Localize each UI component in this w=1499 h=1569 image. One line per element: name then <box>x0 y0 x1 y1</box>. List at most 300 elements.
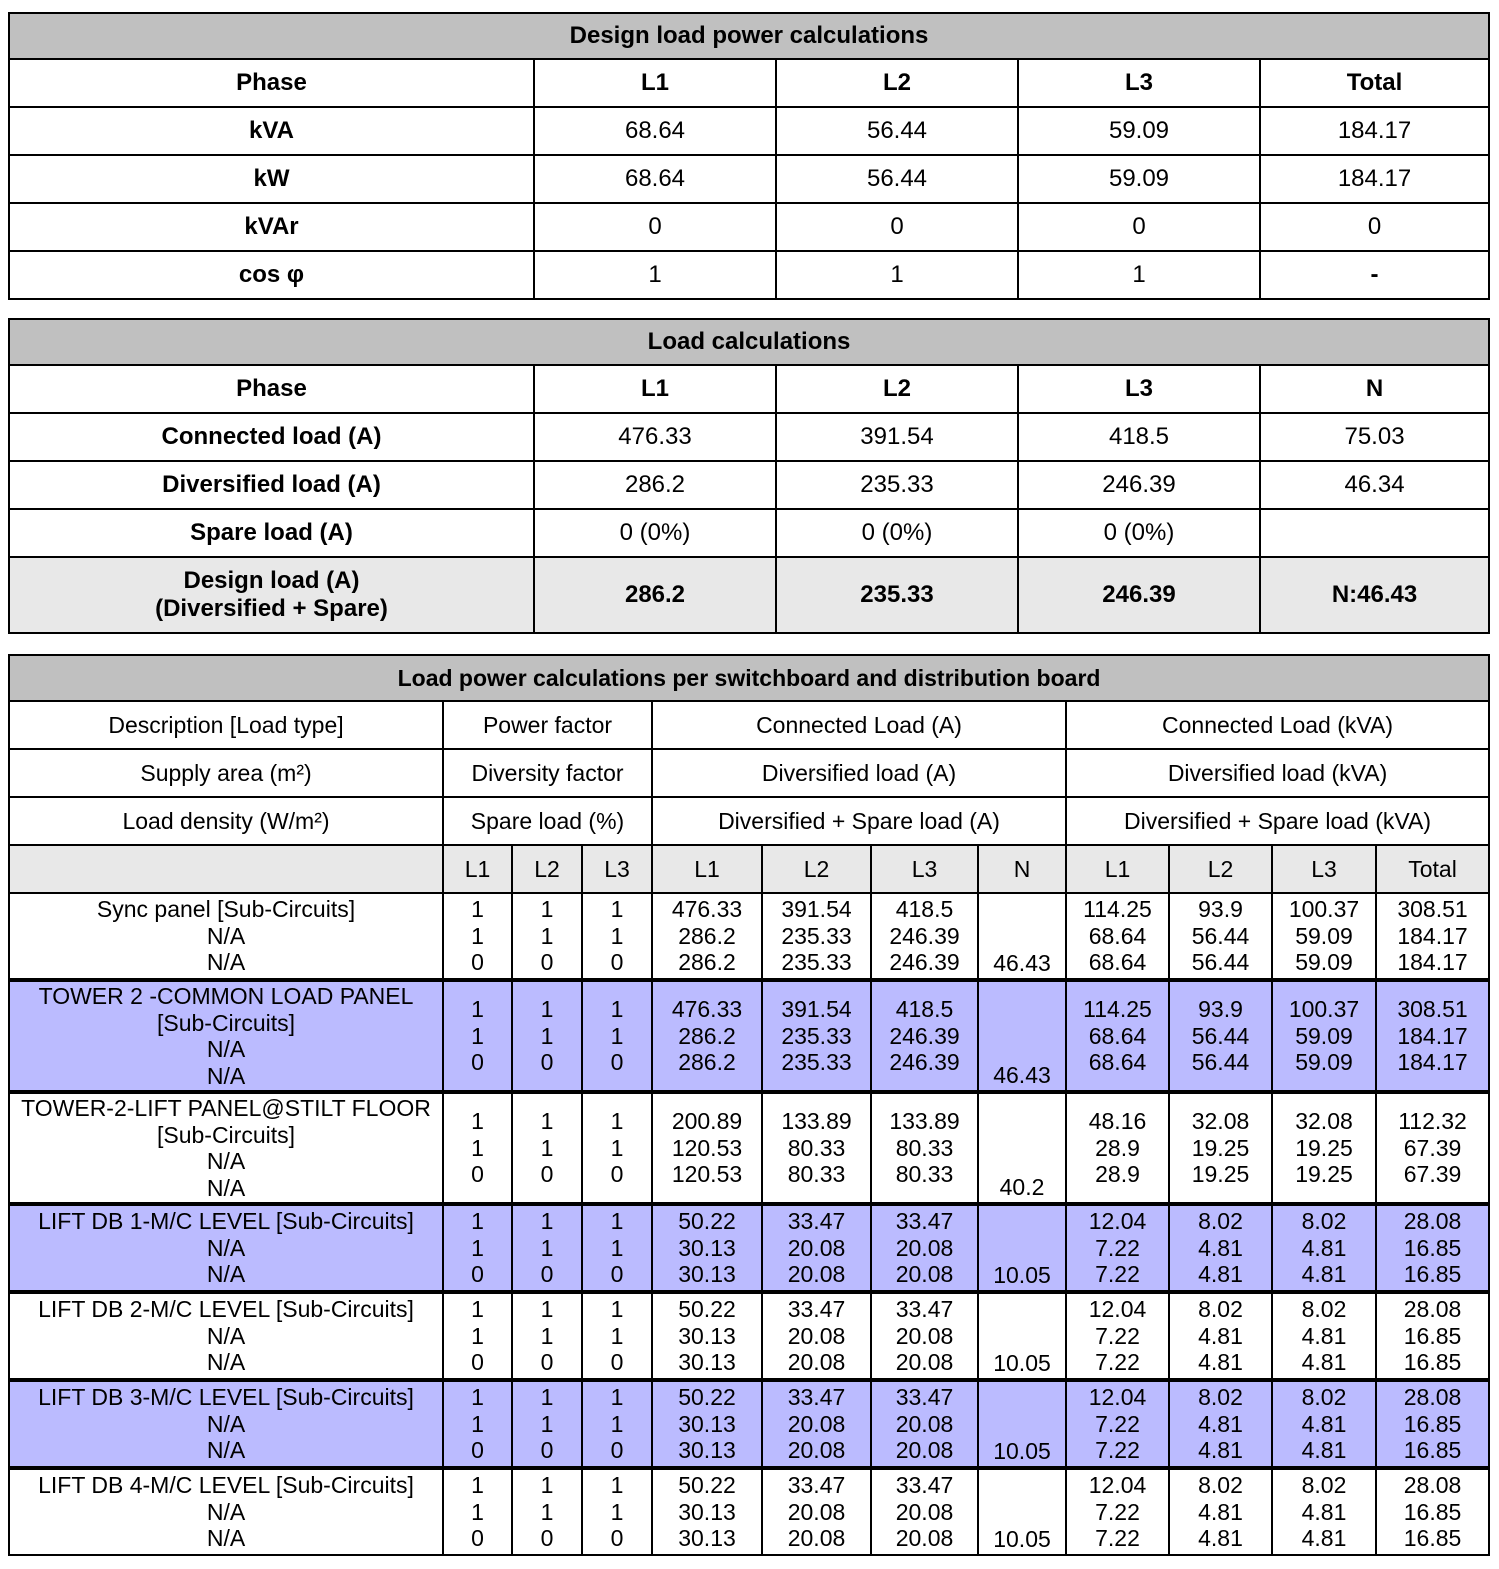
factor-value: 1 <box>471 896 484 923</box>
factor-value: 0 <box>610 1049 624 1076</box>
value-cell: 0 (0%) <box>534 509 776 557</box>
factor-cell <box>582 1468 652 1555</box>
design-power-header: L2 <box>776 59 1018 107</box>
board-desc-line: N/A <box>206 1498 246 1525</box>
phase-header-cell: L3 <box>582 845 652 893</box>
board-desc-line: TOWER-2-LIFT PANEL@STILT FLOOR [Sub-Circuits] <box>21 1095 431 1148</box>
board-desc-line: N/A <box>206 1174 246 1201</box>
amps-cell <box>652 893 762 980</box>
amps-value: 133.89 <box>889 1108 960 1135</box>
sub-header-cell: Diversified + Spare load (kVA) <box>1066 797 1489 845</box>
kva-value: 7.22 <box>1095 1234 1140 1261</box>
kva-value: 308.51 <box>1397 996 1468 1023</box>
kva-value: 7.22 <box>1095 1437 1140 1464</box>
kva-cell <box>1066 1092 1169 1204</box>
factor-value: 0 <box>540 1349 554 1376</box>
kva-cell <box>1376 980 1489 1092</box>
board-desc-line: N/A <box>206 922 246 949</box>
kva-value: 8.02 <box>1198 1208 1243 1235</box>
load-calc-header: L1 <box>534 365 776 413</box>
amps-value: 50.22 <box>678 1208 736 1235</box>
factor-cell <box>443 1204 512 1292</box>
amps-cell <box>652 1204 762 1292</box>
table-row <box>9 251 1489 299</box>
row-label: cos φ <box>9 251 534 299</box>
amps-value: 246.39 <box>889 949 960 976</box>
amps-value: 20.08 <box>895 1261 954 1288</box>
value-cell: 0 <box>1260 203 1489 251</box>
kva-value: 4.81 <box>1198 1498 1243 1525</box>
value-cell: 246.39 <box>1018 461 1260 509</box>
sub-header-cell: Diversified + Spare load (A) <box>652 797 1066 845</box>
amps-value: 20.08 <box>895 1437 954 1464</box>
amps-cell <box>652 1380 762 1468</box>
value-cell: 235.33 <box>776 461 1018 509</box>
factor-value: 0 <box>471 1261 484 1288</box>
kva-value: 4.81 <box>1301 1525 1347 1552</box>
board-desc-line: LIFT DB 2-M/C LEVEL [Sub-Circuits] <box>38 1296 414 1323</box>
amps-value: 30.13 <box>678 1498 736 1525</box>
factor-value: 1 <box>471 1410 484 1437</box>
board-desc-line: N/A <box>206 1322 246 1349</box>
factor-cell <box>443 1468 512 1555</box>
factor-value: 1 <box>610 1472 624 1499</box>
neutral-cell: 10.05 <box>978 1380 1066 1468</box>
kva-value: 4.81 <box>1301 1234 1347 1261</box>
kva-value: 8.02 <box>1301 1384 1347 1411</box>
amps-value: 33.47 <box>787 1384 846 1411</box>
value-cell: - <box>1260 251 1489 299</box>
kva-value: 4.81 <box>1198 1525 1243 1552</box>
factor-value: 1 <box>610 922 624 949</box>
sub-header-cell: Spare load (%) <box>443 797 652 845</box>
board-row <box>9 980 1489 1092</box>
amps-value: 20.08 <box>787 1349 846 1376</box>
factor-value: 1 <box>540 1022 554 1049</box>
kva-value: 7.22 <box>1095 1498 1140 1525</box>
amps-value: 391.54 <box>781 996 852 1023</box>
kva-cell <box>1169 1204 1272 1292</box>
kva-value: 12.04 <box>1088 1208 1147 1235</box>
factor-value: 1 <box>471 1108 484 1135</box>
board-desc-line: N/A <box>206 1261 246 1288</box>
value-cell: 0 (0%) <box>1018 509 1260 557</box>
amps-value: 50.22 <box>678 1472 736 1499</box>
board-desc-line: LIFT DB 4-M/C LEVEL [Sub-Circuits] <box>38 1472 414 1499</box>
value-cell: 68.64 <box>534 107 776 155</box>
factor-value: 0 <box>610 1349 624 1376</box>
factor-value: 0 <box>540 1049 554 1076</box>
factor-value: 0 <box>540 1161 554 1188</box>
design-load-value: N:46.43 <box>1260 557 1489 633</box>
value-cell: 184.17 <box>1260 155 1489 203</box>
amps-cell <box>871 1380 978 1468</box>
kva-value: 4.81 <box>1301 1410 1347 1437</box>
kva-value: 7.22 <box>1095 1322 1140 1349</box>
value-cell: 68.64 <box>534 155 776 203</box>
factor-cell <box>512 1292 582 1380</box>
kva-value: 184.17 <box>1397 949 1468 976</box>
value-cell: 0 (0%) <box>776 509 1018 557</box>
board-desc-line: LIFT DB 3-M/C LEVEL [Sub-Circuits] <box>38 1384 414 1411</box>
row-label: kW <box>9 155 534 203</box>
value-cell: 1 <box>1018 251 1260 299</box>
amps-value: 391.54 <box>781 896 852 923</box>
kva-value: 59.09 <box>1295 1049 1353 1076</box>
kva-value: 16.85 <box>1403 1261 1462 1288</box>
factor-cell <box>443 1292 512 1380</box>
factor-cell <box>443 1380 512 1468</box>
factor-cell <box>512 1092 582 1204</box>
kva-cell <box>1376 893 1489 980</box>
amps-cell <box>871 1292 978 1380</box>
factor-value: 1 <box>471 1322 484 1349</box>
factor-cell <box>582 980 652 1092</box>
factor-value: 1 <box>471 1022 484 1049</box>
phase-header-cell: L3 <box>871 845 978 893</box>
sub-header-cell: Connected Load (kVA) <box>1066 701 1489 749</box>
amps-value: 476.33 <box>671 896 743 923</box>
factor-value: 1 <box>540 1108 554 1135</box>
sub-header-row <box>9 701 1489 749</box>
value-cell: 184.17 <box>1260 107 1489 155</box>
design-load-label <box>9 557 534 633</box>
value-cell: 0 <box>534 203 776 251</box>
table-row <box>9 509 1489 557</box>
amps-value: 20.08 <box>895 1525 954 1552</box>
kva-cell <box>1066 1204 1169 1292</box>
kva-cell <box>1272 1204 1376 1292</box>
amps-value: 20.08 <box>787 1498 846 1525</box>
kva-value: 308.51 <box>1397 896 1468 923</box>
kva-value: 114.25 <box>1083 896 1152 923</box>
amps-value: 120.53 <box>671 1134 743 1161</box>
sub-header-cell: Connected Load (A) <box>652 701 1066 749</box>
factor-value: 1 <box>540 1322 554 1349</box>
row-label: Spare load (A) <box>9 509 534 557</box>
kva-value: 56.44 <box>1191 922 1250 949</box>
amps-value: 80.33 <box>895 1134 954 1161</box>
amps-value: 33.47 <box>787 1472 846 1499</box>
factor-value: 1 <box>610 996 624 1023</box>
board-description <box>9 1092 443 1204</box>
amps-cell <box>762 893 871 980</box>
kva-value: 19.25 <box>1191 1134 1250 1161</box>
kva-value: 4.81 <box>1198 1234 1243 1261</box>
amps-value: 30.13 <box>678 1322 736 1349</box>
amps-value: 20.08 <box>787 1322 846 1349</box>
sub-header-cell: Power factor <box>443 701 652 749</box>
amps-value: 30.13 <box>678 1234 736 1261</box>
kva-value: 32.08 <box>1295 1108 1353 1135</box>
amps-value: 120.53 <box>671 1161 743 1188</box>
amps-value: 30.13 <box>678 1349 736 1376</box>
board-desc-line: N/A <box>206 1234 246 1261</box>
factor-cell <box>512 1204 582 1292</box>
kva-cell <box>1066 1468 1169 1555</box>
factor-cell <box>443 980 512 1092</box>
kva-value: 8.02 <box>1301 1296 1347 1323</box>
amps-value: 20.08 <box>895 1349 954 1376</box>
amps-value: 80.33 <box>787 1134 846 1161</box>
factor-value: 1 <box>540 1498 554 1525</box>
board-row <box>9 893 1489 980</box>
value-cell: 56.44 <box>776 107 1018 155</box>
value-cell: 0 <box>776 203 1018 251</box>
factor-value: 1 <box>471 1296 484 1323</box>
amps-cell <box>871 1092 978 1204</box>
amps-value: 235.33 <box>781 1049 852 1076</box>
amps-value: 133.89 <box>781 1108 852 1135</box>
kva-value: 100.37 <box>1288 896 1360 923</box>
kva-value: 4.81 <box>1198 1322 1243 1349</box>
kva-value: 67.39 <box>1403 1134 1462 1161</box>
factor-value: 0 <box>471 1437 484 1464</box>
design-power-header: Phase <box>9 59 534 107</box>
factor-cell <box>512 1468 582 1555</box>
kva-value: 4.81 <box>1198 1410 1243 1437</box>
sub-header-cell: Diversified load (kVA) <box>1066 749 1489 797</box>
design-power-header: L1 <box>534 59 776 107</box>
factor-value: 1 <box>540 1134 554 1161</box>
table-row <box>9 155 1489 203</box>
amps-value: 20.08 <box>787 1261 846 1288</box>
table-row <box>9 413 1489 461</box>
factor-value: 1 <box>540 896 554 923</box>
value-cell: 59.09 <box>1018 155 1260 203</box>
kva-value: 4.81 <box>1198 1261 1243 1288</box>
kva-value: 32.08 <box>1191 1108 1250 1135</box>
factor-cell <box>582 1092 652 1204</box>
kva-value: 4.81 <box>1301 1437 1347 1464</box>
factor-value: 1 <box>610 1134 624 1161</box>
factor-value: 1 <box>540 1384 554 1411</box>
kva-cell <box>1169 1092 1272 1204</box>
board-desc-line: N/A <box>206 1410 246 1437</box>
factor-cell <box>582 893 652 980</box>
value-cell: 418.5 <box>1018 413 1260 461</box>
amps-cell <box>762 1292 871 1380</box>
board-desc-line: LIFT DB 1-M/C LEVEL [Sub-Circuits] <box>38 1208 414 1235</box>
neutral-cell: 40.2 <box>978 1092 1066 1204</box>
kva-cell <box>1169 1292 1272 1380</box>
kva-value: 4.81 <box>1198 1349 1243 1376</box>
phase-header-cell <box>9 845 443 893</box>
row-label: Diversified load (A) <box>9 461 534 509</box>
design-power-header: L3 <box>1018 59 1260 107</box>
factor-value: 1 <box>471 1498 484 1525</box>
sub-header-cell: Diversity factor <box>443 749 652 797</box>
factor-value: 1 <box>540 1296 554 1323</box>
amps-value: 246.39 <box>889 1049 960 1076</box>
factor-value: 1 <box>610 896 624 923</box>
amps-cell <box>871 980 978 1092</box>
amps-value: 33.47 <box>895 1384 954 1411</box>
amps-value: 246.39 <box>889 1022 960 1049</box>
design-load-label-line1: Design load (A) <box>183 567 360 594</box>
row-label: kVA <box>9 107 534 155</box>
board-description <box>9 980 443 1092</box>
factor-value: 1 <box>540 996 554 1023</box>
kva-value: 114.25 <box>1083 996 1152 1023</box>
kva-value: 28.08 <box>1403 1384 1462 1411</box>
kva-value: 184.17 <box>1397 1049 1468 1076</box>
factor-value: 0 <box>610 1261 624 1288</box>
phase-header-cell: L1 <box>652 845 762 893</box>
factor-value: 0 <box>471 949 484 976</box>
factor-value: 1 <box>540 1472 554 1499</box>
kva-value: 48.16 <box>1088 1108 1147 1135</box>
board-row <box>9 1292 1489 1380</box>
kva-value: 8.02 <box>1198 1296 1243 1323</box>
amps-cell <box>871 1468 978 1555</box>
phase-header-cell: N <box>978 845 1066 893</box>
sub-header-row <box>9 749 1489 797</box>
factor-value: 1 <box>540 922 554 949</box>
kva-value: 7.22 <box>1095 1349 1140 1376</box>
sub-header-cell: Diversified load (A) <box>652 749 1066 797</box>
kva-value: 59.09 <box>1295 1022 1353 1049</box>
kva-value: 8.02 <box>1198 1384 1243 1411</box>
design-load-value: 235.33 <box>776 557 1018 633</box>
load-calc-header: L3 <box>1018 365 1260 413</box>
amps-value: 418.5 <box>895 896 954 923</box>
factor-value: 1 <box>610 1234 624 1261</box>
factor-value: 1 <box>471 1384 484 1411</box>
kva-cell <box>1272 1292 1376 1380</box>
factor-value: 1 <box>471 1234 484 1261</box>
amps-value: 235.33 <box>781 922 852 949</box>
board-load-table <box>8 654 1490 1556</box>
kva-value: 16.85 <box>1403 1349 1462 1376</box>
kva-value: 16.85 <box>1403 1437 1462 1464</box>
kva-value: 4.81 <box>1301 1322 1347 1349</box>
amps-value: 20.08 <box>787 1410 846 1437</box>
amps-value: 286.2 <box>678 1022 736 1049</box>
phase-header-cell: L3 <box>1272 845 1376 893</box>
factor-value: 0 <box>540 1261 554 1288</box>
board-description <box>9 893 443 980</box>
amps-value: 30.13 <box>678 1525 736 1552</box>
kva-cell <box>1066 1292 1169 1380</box>
kva-value: 68.64 <box>1088 949 1147 976</box>
kva-value: 56.44 <box>1191 1022 1250 1049</box>
phase-header-cell: Total <box>1376 845 1489 893</box>
amps-value: 30.13 <box>678 1437 736 1464</box>
amps-cell <box>762 1204 871 1292</box>
design-load-value: 286.2 <box>534 557 776 633</box>
factor-value: 0 <box>610 1525 624 1552</box>
factor-value: 0 <box>540 949 554 976</box>
kva-value: 16.85 <box>1403 1525 1462 1552</box>
kva-value: 28.08 <box>1403 1296 1462 1323</box>
factor-cell <box>512 980 582 1092</box>
factor-value: 1 <box>471 1134 484 1161</box>
amps-value: 200.89 <box>671 1108 743 1135</box>
amps-value: 286.2 <box>678 922 736 949</box>
neutral-cell: 10.05 <box>978 1204 1066 1292</box>
phase-header-row <box>9 845 1489 893</box>
amps-value: 33.47 <box>895 1208 954 1235</box>
kva-cell <box>1272 1468 1376 1555</box>
factor-value: 0 <box>610 949 624 976</box>
kva-value: 28.08 <box>1403 1472 1462 1499</box>
value-cell: 1 <box>534 251 776 299</box>
kva-value: 93.9 <box>1198 996 1243 1023</box>
value-cell: 56.44 <box>776 155 1018 203</box>
kva-value: 59.09 <box>1295 949 1353 976</box>
amps-value: 50.22 <box>678 1296 736 1323</box>
amps-value: 80.33 <box>787 1161 846 1188</box>
kva-cell <box>1066 893 1169 980</box>
sub-header-row <box>9 797 1489 845</box>
board-desc-line: N/A <box>206 1148 246 1174</box>
kva-cell <box>1376 1092 1489 1204</box>
value-cell: 75.03 <box>1260 413 1489 461</box>
neutral-cell: 46.43 <box>978 893 1066 980</box>
kva-cell <box>1169 1468 1272 1555</box>
board-description <box>9 1204 443 1292</box>
value-cell: 59.09 <box>1018 107 1260 155</box>
table-row <box>9 461 1489 509</box>
value-cell: 286.2 <box>534 461 776 509</box>
value-cell <box>1260 509 1489 557</box>
factor-value: 0 <box>610 1161 624 1188</box>
kva-value: 112.32 <box>1398 1108 1467 1135</box>
board-row <box>9 1380 1489 1468</box>
load-calc-header: N <box>1260 365 1489 413</box>
amps-cell <box>762 1092 871 1204</box>
kva-value: 59.09 <box>1295 922 1353 949</box>
kva-value: 16.85 <box>1403 1410 1462 1437</box>
amps-cell <box>762 980 871 1092</box>
amps-cell <box>762 1468 871 1555</box>
amps-value: 20.08 <box>787 1525 846 1552</box>
amps-value: 30.13 <box>678 1410 736 1437</box>
design-load-value: 246.39 <box>1018 557 1260 633</box>
kva-value: 4.81 <box>1301 1349 1347 1376</box>
amps-value: 20.08 <box>787 1234 846 1261</box>
load-calculations-table <box>8 318 1490 634</box>
board-desc-line: N/A <box>206 1437 246 1464</box>
factor-value: 1 <box>610 1108 624 1135</box>
load-calc-header: L2 <box>776 365 1018 413</box>
load-calc-title: Load calculations <box>9 319 1489 365</box>
board-description <box>9 1292 443 1380</box>
amps-value: 50.22 <box>678 1384 736 1411</box>
kva-value: 56.44 <box>1191 949 1250 976</box>
amps-value: 418.5 <box>895 996 954 1023</box>
board-description <box>9 1468 443 1555</box>
amps-value: 235.33 <box>781 949 852 976</box>
amps-value: 246.39 <box>889 922 960 949</box>
factor-value: 1 <box>610 1498 624 1525</box>
amps-cell <box>652 1092 762 1204</box>
kva-value: 12.04 <box>1088 1472 1147 1499</box>
board-desc-line: N/A <box>206 1525 246 1552</box>
kva-value: 8.02 <box>1198 1472 1243 1499</box>
factor-value: 1 <box>471 1472 484 1499</box>
kva-value: 16.85 <box>1403 1498 1462 1525</box>
amps-value: 80.33 <box>895 1161 954 1188</box>
design-power-title: Design load power calculations <box>9 13 1489 59</box>
factor-value: 1 <box>471 1208 484 1235</box>
factor-value: 0 <box>540 1525 554 1552</box>
amps-cell <box>652 980 762 1092</box>
kva-cell <box>1066 1380 1169 1468</box>
factor-value: 1 <box>610 1410 624 1437</box>
factor-cell <box>512 893 582 980</box>
